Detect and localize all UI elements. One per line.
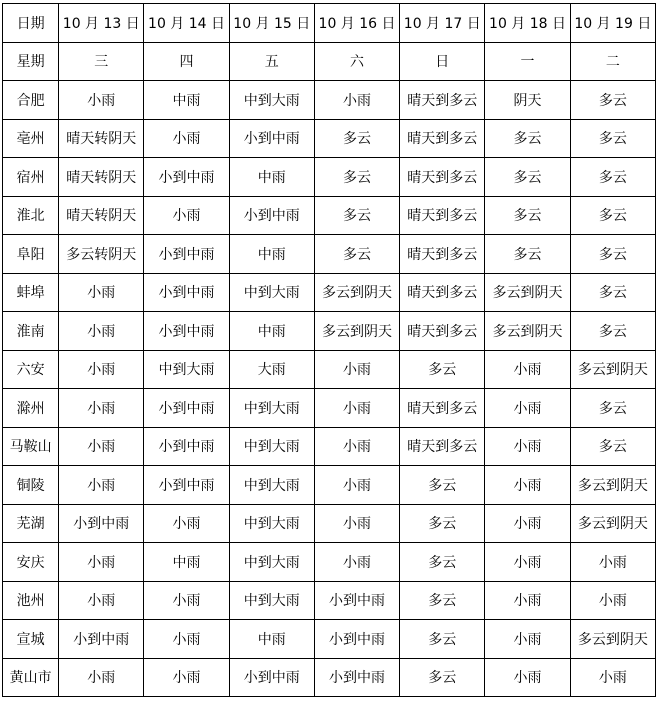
forecast-cell: 多云 [570,427,655,466]
forecast-cell: 小雨 [485,581,570,620]
forecast-cell: 小雨 [314,81,399,120]
forecast-cell: 中雨 [229,235,314,274]
forecast-cell: 晴天到多云 [400,273,485,312]
forecast-cell: 小雨 [144,196,229,235]
city-name-cell: 马鞍山 [3,427,59,466]
forecast-cell: 小雨 [485,658,570,697]
forecast-cell: 晴天到多云 [400,81,485,120]
table-row [3,504,656,543]
forecast-cell: 小雨 [314,504,399,543]
forecast-cell: 多云 [314,158,399,197]
table-row [3,81,656,120]
weekday-cell: 六 [314,42,399,81]
table-row [3,312,656,351]
forecast-cell: 小雨 [59,658,144,697]
forecast-cell: 小雨 [485,543,570,582]
date-cell: 10 月 19 日 [570,4,655,43]
city-name-cell: 蚌埠 [3,273,59,312]
forecast-cell: 小雨 [59,81,144,120]
forecast-cell: 多云 [570,235,655,274]
table-body [3,4,656,697]
forecast-cell: 小到中雨 [144,427,229,466]
table-row [3,466,656,505]
forecast-cell: 小到中雨 [229,196,314,235]
date-header-row [3,4,656,43]
forecast-cell: 小到中雨 [144,389,229,428]
forecast-cell: 多云 [314,196,399,235]
forecast-cell: 小到中雨 [314,620,399,659]
forecast-cell: 多云 [570,389,655,428]
forecast-cell: 小雨 [485,504,570,543]
forecast-cell: 晴天转阴天 [59,119,144,158]
forecast-cell: 晴天到多云 [400,119,485,158]
forecast-cell: 晴天到多云 [400,158,485,197]
city-name-cell: 合肥 [3,81,59,120]
forecast-cell: 小雨 [485,350,570,389]
weekday-label-cell: 星期 [3,42,59,81]
weather-forecast-table [2,3,656,697]
weekday-cell: 一 [485,42,570,81]
forecast-cell: 多云到阴天 [570,350,655,389]
forecast-cell: 多云转阴天 [59,235,144,274]
forecast-cell: 中到大雨 [144,350,229,389]
forecast-cell: 多云 [400,504,485,543]
forecast-cell: 小雨 [314,350,399,389]
forecast-cell: 小到中雨 [59,620,144,659]
forecast-cell: 多云 [400,581,485,620]
forecast-cell: 小到中雨 [144,466,229,505]
forecast-cell: 多云 [400,350,485,389]
forecast-cell: 中雨 [144,81,229,120]
city-name-cell: 安庆 [3,543,59,582]
forecast-cell: 小雨 [570,658,655,697]
city-name-cell: 淮南 [3,312,59,351]
forecast-cell: 小雨 [314,427,399,466]
date-cell: 10 月 15 日 [229,4,314,43]
city-name-cell: 滁州 [3,389,59,428]
date-cell: 10 月 13 日 [59,4,144,43]
forecast-cell: 多云到阴天 [570,620,655,659]
forecast-cell: 晴天转阴天 [59,196,144,235]
forecast-cell: 小到中雨 [229,119,314,158]
city-name-cell: 亳州 [3,119,59,158]
forecast-cell: 多云 [570,312,655,351]
table-row [3,427,656,466]
forecast-cell: 小雨 [144,658,229,697]
date-label-cell: 日期 [3,4,59,43]
forecast-cell: 小雨 [59,543,144,582]
forecast-cell: 小雨 [485,389,570,428]
table-row [3,543,656,582]
forecast-cell: 中到大雨 [229,504,314,543]
forecast-cell: 多云 [400,543,485,582]
forecast-cell: 多云到阴天 [314,312,399,351]
forecast-cell: 小雨 [59,273,144,312]
forecast-cell: 小雨 [59,427,144,466]
forecast-cell: 晴天到多云 [400,312,485,351]
forecast-cell: 小雨 [144,581,229,620]
table-row [3,350,656,389]
forecast-cell: 中到大雨 [229,581,314,620]
forecast-cell: 中到大雨 [229,81,314,120]
forecast-cell: 小到中雨 [229,658,314,697]
forecast-cell: 小到中雨 [144,312,229,351]
forecast-cell: 多云 [570,81,655,120]
weekday-header-row [3,42,656,81]
forecast-cell: 多云 [400,658,485,697]
forecast-cell: 小雨 [570,581,655,620]
forecast-cell: 小雨 [144,119,229,158]
forecast-cell: 小雨 [59,389,144,428]
forecast-cell: 小雨 [314,543,399,582]
forecast-cell: 小雨 [314,389,399,428]
forecast-cell: 多云 [570,196,655,235]
date-cell: 10 月 14 日 [144,4,229,43]
city-name-cell: 淮北 [3,196,59,235]
city-name-cell: 芜湖 [3,504,59,543]
forecast-cell: 晴天到多云 [400,427,485,466]
city-name-cell: 六安 [3,350,59,389]
forecast-cell: 小雨 [59,466,144,505]
forecast-cell: 小雨 [485,466,570,505]
table-row [3,581,656,620]
forecast-cell: 多云到阴天 [570,466,655,505]
forecast-cell: 中到大雨 [229,273,314,312]
forecast-cell: 小雨 [59,581,144,620]
forecast-cell: 多云 [570,273,655,312]
city-name-cell: 黄山市 [3,658,59,697]
forecast-cell: 小雨 [59,312,144,351]
date-cell: 10 月 18 日 [485,4,570,43]
table-row [3,620,656,659]
forecast-cell: 阴天 [485,81,570,120]
table-row [3,658,656,697]
forecast-cell: 中到大雨 [229,466,314,505]
forecast-cell: 小雨 [485,620,570,659]
forecast-cell: 多云 [485,196,570,235]
table-row [3,273,656,312]
forecast-cell: 中到大雨 [229,543,314,582]
forecast-cell: 多云 [570,158,655,197]
forecast-cell: 中雨 [229,620,314,659]
forecast-cell: 小雨 [314,466,399,505]
forecast-cell: 多云 [314,119,399,158]
forecast-cell: 大雨 [229,350,314,389]
forecast-cell: 小到中雨 [59,504,144,543]
forecast-cell: 多云 [314,235,399,274]
forecast-cell: 多云 [485,158,570,197]
forecast-cell: 中雨 [229,158,314,197]
forecast-cell: 多云到阴天 [570,504,655,543]
forecast-cell: 多云 [570,119,655,158]
forecast-cell: 小到中雨 [144,235,229,274]
city-name-cell: 铜陵 [3,466,59,505]
forecast-cell: 中雨 [229,312,314,351]
forecast-cell: 晴天到多云 [400,196,485,235]
forecast-cell: 小雨 [144,504,229,543]
date-cell: 10 月 17 日 [400,4,485,43]
forecast-cell: 晴天转阴天 [59,158,144,197]
forecast-cell: 小到中雨 [144,158,229,197]
weekday-cell: 五 [229,42,314,81]
table-row [3,158,656,197]
city-name-cell: 池州 [3,581,59,620]
forecast-cell: 多云到阴天 [485,312,570,351]
forecast-cell: 多云到阴天 [485,273,570,312]
table-row [3,119,656,158]
forecast-cell: 多云 [400,466,485,505]
weekday-cell: 四 [144,42,229,81]
city-name-cell: 阜阳 [3,235,59,274]
date-cell: 10 月 16 日 [314,4,399,43]
forecast-cell: 中到大雨 [229,427,314,466]
forecast-cell: 小雨 [485,427,570,466]
forecast-cell: 小雨 [570,543,655,582]
forecast-cell: 多云 [485,119,570,158]
forecast-cell: 多云到阴天 [314,273,399,312]
forecast-cell: 小雨 [144,620,229,659]
table-row [3,235,656,274]
table-row [3,389,656,428]
forecast-cell: 小到中雨 [314,658,399,697]
city-name-cell: 宣城 [3,620,59,659]
table-row [3,196,656,235]
forecast-cell: 小雨 [59,350,144,389]
weekday-cell: 日 [400,42,485,81]
forecast-cell: 中到大雨 [229,389,314,428]
forecast-cell: 晴天到多云 [400,235,485,274]
forecast-cell: 晴天到多云 [400,389,485,428]
forecast-cell: 多云 [400,620,485,659]
city-name-cell: 宿州 [3,158,59,197]
forecast-cell: 中雨 [144,543,229,582]
forecast-cell: 多云 [485,235,570,274]
forecast-cell: 小到中雨 [314,581,399,620]
weekday-cell: 三 [59,42,144,81]
forecast-cell: 小到中雨 [144,273,229,312]
weekday-cell: 二 [570,42,655,81]
